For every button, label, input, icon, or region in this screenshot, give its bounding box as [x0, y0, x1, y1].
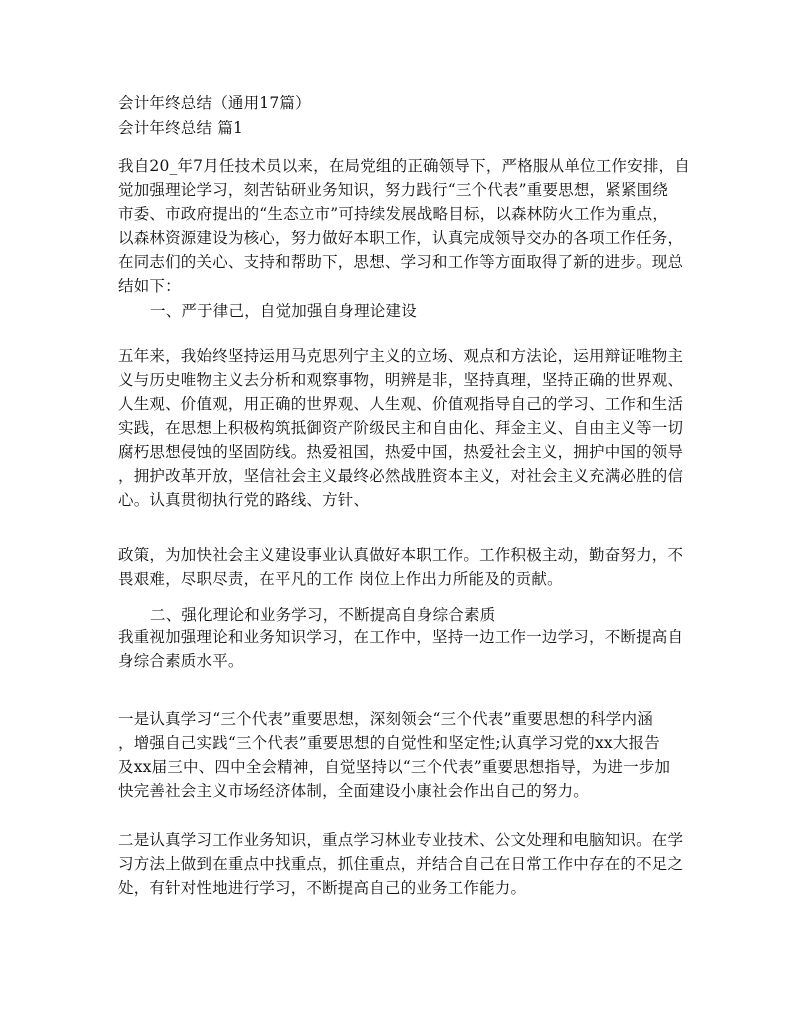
text-line: 心。认真贯彻执行党的路线、方针、: [118, 491, 370, 509]
text-line: 在同志们的关心、支持和帮助下，思想、学习和工作等方面取得了新的进步。现总: [118, 253, 684, 271]
section-heading-1: 一、严于律己，自觉加强自身理论建设: [150, 302, 417, 320]
text-line: 人生观、价值观，用正确的世界观、人生观、价值观指导自己的学习、工作和生活: [118, 395, 684, 413]
text-line: 习方法上做到在重点中找重点，抓住重点，并结合自己在日常工作中存在的不足之: [118, 855, 684, 873]
text-line: 结如下：: [118, 277, 181, 295]
text-line: ，拥护改革开放，坚信社会主义最终必然战胜资本主义，对社会主义充满必胜的信: [118, 467, 684, 485]
doc-title: 会计年终总结（通用17篇）: [118, 94, 311, 112]
text-line: 觉加强理论学习，刻苦钻研业务知识，努力践行“三个代表”重要思想，紧紧围绕: [118, 181, 669, 199]
text-line: 处，有针对性地进行学习，不断提高自己的业务工作能力。: [118, 879, 527, 897]
text-line: 二是认真学习工作业务知识，重点学习林业专业技术、公文处理和电脑知识。在学: [118, 831, 684, 849]
text-line: 我重视加强理论和业务知识学习，在工作中，坚持一边工作一边学习，不断提高自: [118, 628, 684, 646]
text-line: 我自20_年7月任技术员以来，在局党组的正确领导下，严格服从单位工作安排，自: [118, 157, 690, 175]
text-line: 五年来，我始终坚持运用马克思列宁主义的立场、观点和方法论，运用辩证唯物主: [118, 347, 684, 365]
text-line: ，增强自己实践“三个代表”重要思想的自觉性和坚定性;认真学习党的xx大报告: [118, 734, 660, 752]
text-line: 畏艰难，尽职尽责，在平凡的工作 岗位上作出力所能及的贡献。: [118, 570, 563, 588]
text-line: 身综合素质水平。: [118, 652, 244, 670]
text-line: 义与历史唯物主义去分析和观察事物，明辨是非，坚持真理，坚持正确的世界观、: [118, 371, 684, 389]
text-line: 及xx届三中、四中全会精神，自觉坚持以“三个代表”重要思想指导，为进一步加: [118, 758, 671, 776]
text-line: 市委、市政府提出的“生态立市”可持续发展战略目标，以森林防火工作为重点，: [118, 205, 669, 223]
text-line: 以森林资源建设为核心，努力做好本职工作，认真完成领导交办的各项工作任务，: [118, 229, 684, 247]
text-line: 一是认真学习“三个代表”重要思想，深刻领会“三个代表”重要思想的科学内涵: [118, 710, 653, 728]
section-heading-2: 二、强化理论和业务学习，不断提高自身综合素质: [150, 606, 496, 624]
text-line: 快完善社会主义市场经济体制，全面建设小康社会作出自己的努力。: [118, 782, 590, 800]
text-line: 政策，为加快社会主义建设事业认真做好本职工作。工作积极主动，勤奋努力，不: [118, 546, 684, 564]
doc-subtitle: 会计年终总结 篇1: [118, 119, 244, 137]
text-line: 实践，在思想上积极构筑抵御资产阶级民主和自由化、拜金主义、自由主义等一切: [118, 419, 684, 437]
text-line: 腐朽思想侵蚀的坚固防线。热爱祖国，热爱中国，热爱社会主义，拥护中国的领导: [118, 443, 684, 461]
